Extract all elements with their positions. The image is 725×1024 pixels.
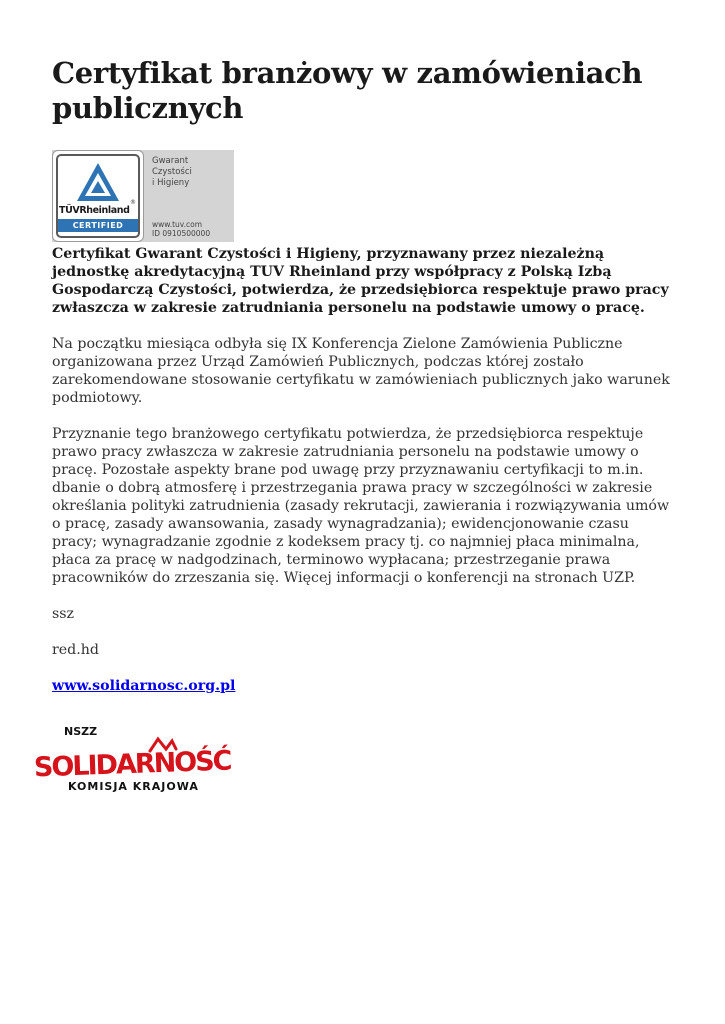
nszz-text: NSZZ bbox=[64, 725, 98, 738]
article-lead: Certyfikat Gwarant Czystości i Higieny, przyznawany przez niezależną jednostkę akredytacyjną TUV Rheinland przy współpracy z Polską Izbą Gospodarczą Czystości, potwierdza, że przedsiębiorca respektuje prawo pracy zwłaszcza w zakresie zatrudniania personelu na podstawie umowy o pracę. bbox=[52, 246, 669, 316]
certificate-name-line: i Higieny bbox=[152, 178, 190, 188]
signature-editor: red.hd bbox=[52, 642, 99, 658]
article-paragraph: Przyznanie tego branżowego certyfikatu potwierdza, że przedsiębiorca respektuje prawo pracy zwłaszcza w zakresie zatrudniania personelu na podstawie umowy o pracę. Pozostałe aspekty brane pod uwagę przy przyznawaniu certyfikacji to m.in. dbanie o dobrą atmosferę i przestrzegania prawa pracy w szczególności w zakresie określania polityki zatrudnienia (zasady rekrutacji, zawierania i rozwiązywania umów o pracę, zasady awansowania, zasady wynagradzania); ewidencjonowanie czasu pracy; wynagradzanie zgodnie z kodeksem pracy tj. co najmniej płaca minimalna, płaca za pracę w nadgodzinach, terminowo wypłacana; przestrzeganie prawa pracowników do zrzeszania się. Więcej informacji o konferencji na stronach UZP. bbox=[52, 426, 670, 586]
solidarnosc-wordmark bbox=[33, 729, 231, 784]
certificate-name-line: Gwarant bbox=[152, 156, 189, 166]
certificate-name-line: Czystości bbox=[152, 167, 192, 177]
solidarnosc-website-link[interactable]: www.solidarnosc.org.pl bbox=[52, 678, 236, 694]
certified-label: CERTIFIED bbox=[58, 219, 138, 232]
komisja-krajowa-text: KOMISJA KRAJOWA bbox=[68, 780, 199, 793]
tuv-triangle-icon bbox=[75, 161, 121, 203]
source-link-paragraph bbox=[52, 677, 672, 695]
tuv-brand-text: TÜVRheinland bbox=[59, 205, 130, 216]
wordmark-text: SOLIDARNOŚĆ bbox=[33, 745, 231, 784]
certificate-id: ID 0910500000 bbox=[152, 229, 211, 238]
article-paragraph: Na początku miesiąca odbyła się IX Konferencja Zielone Zamówienia Publiczne organizowana przez Urząd Zamówień Publicznych, podczas której zostało zarekomendowane stosowanie certyfikatu w zamówieniach publicznych jako warunek podmiotowy. bbox=[52, 336, 670, 406]
tuv-rheinland-logo bbox=[52, 150, 144, 242]
tuv-badge-details bbox=[144, 150, 234, 242]
tuv-website: www.tuv.com bbox=[152, 220, 203, 229]
article bbox=[33, 52, 672, 801]
article-title: Certyfikat branżowy w zamówieniach publicznych bbox=[52, 56, 643, 125]
tuv-certificate-badge bbox=[52, 150, 234, 242]
signature-ssz: ssz bbox=[52, 606, 75, 622]
certificate-name bbox=[152, 156, 192, 189]
solidarnosc-logo bbox=[33, 725, 231, 801]
certificate-meta bbox=[152, 220, 210, 238]
registered-mark: ® bbox=[130, 199, 136, 206]
